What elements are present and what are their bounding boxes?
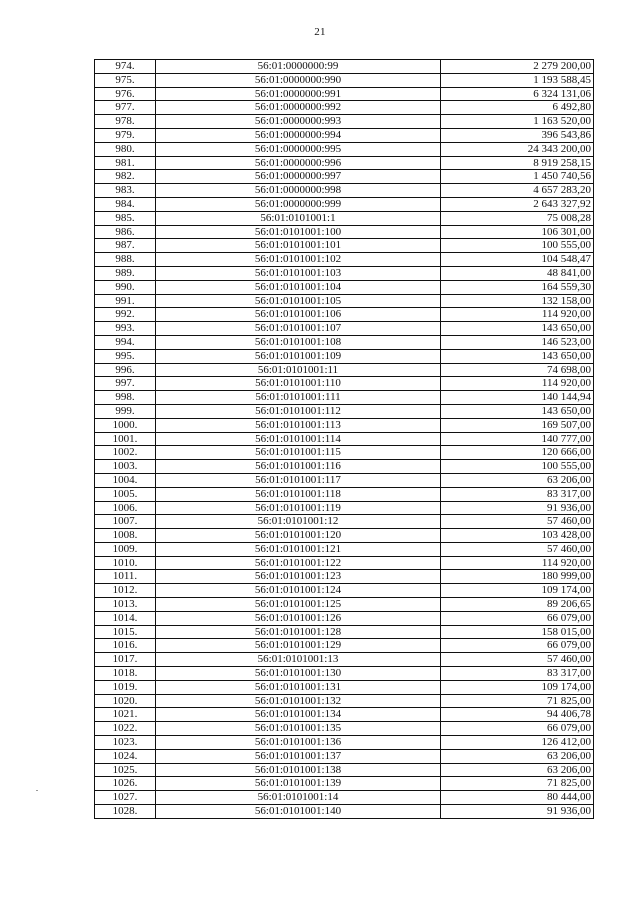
row-number-cell: 992.	[95, 308, 156, 322]
cadastral-number-cell: 56:01:0101001:102	[156, 253, 441, 267]
cadastral-number-cell: 56:01:0101001:126	[156, 611, 441, 625]
row-number-cell: 1024.	[95, 749, 156, 763]
cadastral-value-cell: 91 936,00	[441, 501, 594, 515]
cadastral-value-cell: 140 777,00	[441, 432, 594, 446]
row-number-cell: 1009.	[95, 542, 156, 556]
cadastral-value-cell: 140 144,94	[441, 391, 594, 405]
row-number-cell: 980.	[95, 142, 156, 156]
cadastral-number-cell: 56:01:0101001:104	[156, 280, 441, 294]
row-number-cell: 1028.	[95, 805, 156, 819]
row-number-cell: 1013.	[95, 598, 156, 612]
row-number-cell: 998.	[95, 391, 156, 405]
table-row	[95, 556, 594, 570]
row-number-cell: 1015.	[95, 625, 156, 639]
row-number-cell: 1022.	[95, 722, 156, 736]
table-row	[95, 680, 594, 694]
cadastral-number-cell: 56:01:0101001:139	[156, 777, 441, 791]
cadastral-value-cell: 6 492,80	[441, 101, 594, 115]
cadastral-number-cell: 56:01:0000000:998	[156, 184, 441, 198]
table-row	[95, 418, 594, 432]
row-number-cell: 1002.	[95, 446, 156, 460]
cadastral-value-cell: 8 919 258,15	[441, 156, 594, 170]
cadastral-number-cell: 56:01:0101001:108	[156, 335, 441, 349]
row-number-cell: 1003.	[95, 460, 156, 474]
cadastral-number-cell: 56:01:0101001:114	[156, 432, 441, 446]
table-row	[95, 73, 594, 87]
cadastral-number-cell: 56:01:0101001:121	[156, 542, 441, 556]
table-row	[95, 170, 594, 184]
cadastral-value-cell: 120 666,00	[441, 446, 594, 460]
row-number-cell: 974.	[95, 60, 156, 74]
table-row	[95, 473, 594, 487]
table-row	[95, 363, 594, 377]
row-number-cell: 1021.	[95, 708, 156, 722]
table-row	[95, 308, 594, 322]
cadastral-value-cell: 4 657 283,20	[441, 184, 594, 198]
table-row	[95, 432, 594, 446]
row-number-cell: 1008.	[95, 529, 156, 543]
row-number-cell: 975.	[95, 73, 156, 87]
table-row	[95, 529, 594, 543]
table-row	[95, 156, 594, 170]
cadastral-number-cell: 56:01:0101001:137	[156, 749, 441, 763]
cadastral-value-cell: 71 825,00	[441, 777, 594, 791]
cadastral-value-cell: 1 450 740,56	[441, 170, 594, 184]
cadastral-value-cell: 164 559,30	[441, 280, 594, 294]
table-row	[95, 487, 594, 501]
cadastral-value-cell: 91 936,00	[441, 805, 594, 819]
table-row	[95, 584, 594, 598]
cadastral-number-cell: 56:01:0101001:110	[156, 377, 441, 391]
cadastral-value-cell: 132 158,00	[441, 294, 594, 308]
table-row	[95, 225, 594, 239]
row-number-cell: 985.	[95, 211, 156, 225]
cadastral-value-cell: 1 163 520,00	[441, 115, 594, 129]
cadastral-number-cell: 56:01:0101001:105	[156, 294, 441, 308]
cadastral-value-cell: 6 324 131,06	[441, 87, 594, 101]
row-number-cell: 997.	[95, 377, 156, 391]
cadastral-number-cell: 56:01:0101001:123	[156, 570, 441, 584]
cadastral-number-cell: 56:01:0101001:14	[156, 791, 441, 805]
cadastral-value-cell: 114 920,00	[441, 308, 594, 322]
table-row	[95, 501, 594, 515]
cadastral-value-table	[94, 59, 594, 819]
cadastral-value-cell: 74 698,00	[441, 363, 594, 377]
row-number-cell: 983.	[95, 184, 156, 198]
cadastral-value-cell: 57 460,00	[441, 515, 594, 529]
cadastral-value-cell: 143 650,00	[441, 404, 594, 418]
row-number-cell: 1026.	[95, 777, 156, 791]
cadastral-value-cell: 24 343 200,00	[441, 142, 594, 156]
table-row	[95, 653, 594, 667]
cadastral-value-cell: 143 650,00	[441, 322, 594, 336]
cadastral-value-cell: 109 174,00	[441, 584, 594, 598]
row-number-cell: 979.	[95, 128, 156, 142]
cadastral-number-cell: 56:01:0101001:134	[156, 708, 441, 722]
row-number-cell: 1020.	[95, 694, 156, 708]
table-row	[95, 515, 594, 529]
row-number-cell: 986.	[95, 225, 156, 239]
cadastral-value-cell: 63 206,00	[441, 473, 594, 487]
row-number-cell: 1012.	[95, 584, 156, 598]
cadastral-value-cell: 109 174,00	[441, 680, 594, 694]
row-number-cell: 1017.	[95, 653, 156, 667]
table-row	[95, 377, 594, 391]
cadastral-number-cell: 56:01:0101001:106	[156, 308, 441, 322]
cadastral-number-cell: 56:01:0000000:994	[156, 128, 441, 142]
table-row	[95, 708, 594, 722]
cadastral-value-cell: 75 008,28	[441, 211, 594, 225]
cadastral-number-cell: 56:01:0101001:116	[156, 460, 441, 474]
row-number-cell: 1018.	[95, 667, 156, 681]
table-row	[95, 211, 594, 225]
cadastral-value-cell: 396 543,86	[441, 128, 594, 142]
cadastral-number-cell: 56:01:0101001:135	[156, 722, 441, 736]
cadastral-value-cell: 143 650,00	[441, 349, 594, 363]
table-row	[95, 184, 594, 198]
cadastral-number-cell: 56:01:0101001:13	[156, 653, 441, 667]
cadastral-number-cell: 56:01:0000000:997	[156, 170, 441, 184]
row-number-cell: 1010.	[95, 556, 156, 570]
table-row	[95, 142, 594, 156]
table-row	[95, 280, 594, 294]
table-row	[95, 763, 594, 777]
row-number-cell: 1014.	[95, 611, 156, 625]
cadastral-number-cell: 56:01:0101001:100	[156, 225, 441, 239]
cadastral-value-cell: 100 555,00	[441, 460, 594, 474]
cadastral-number-cell: 56:01:0000000:999	[156, 197, 441, 211]
cadastral-value-cell: 80 444,00	[441, 791, 594, 805]
table-row	[95, 667, 594, 681]
cadastral-number-cell: 56:01:0101001:115	[156, 446, 441, 460]
row-number-cell: 987.	[95, 239, 156, 253]
table-row	[95, 87, 594, 101]
table-row	[95, 460, 594, 474]
table-row	[95, 736, 594, 750]
row-number-cell: 989.	[95, 266, 156, 280]
cadastral-number-cell: 56:01:0101001:1	[156, 211, 441, 225]
row-number-cell: 1025.	[95, 763, 156, 777]
cadastral-value-cell: 63 206,00	[441, 749, 594, 763]
table-row	[95, 722, 594, 736]
cadastral-number-cell: 56:01:0000000:995	[156, 142, 441, 156]
cadastral-number-cell: 56:01:0101001:117	[156, 473, 441, 487]
row-number-cell: 1006.	[95, 501, 156, 515]
cadastral-number-cell: 56:01:0000000:993	[156, 115, 441, 129]
cadastral-value-cell: 180 999,00	[441, 570, 594, 584]
cadastral-number-cell: 56:01:0101001:140	[156, 805, 441, 819]
cadastral-number-cell: 56:01:0101001:11	[156, 363, 441, 377]
table-row	[95, 625, 594, 639]
cadastral-number-cell: 56:01:0101001:111	[156, 391, 441, 405]
cadastral-number-cell: 56:01:0101001:128	[156, 625, 441, 639]
table-row	[95, 101, 594, 115]
cadastral-number-cell: 56:01:0101001:109	[156, 349, 441, 363]
cadastral-number-cell: 56:01:0101001:118	[156, 487, 441, 501]
table-row	[95, 639, 594, 653]
cadastral-value-cell: 71 825,00	[441, 694, 594, 708]
cadastral-number-cell: 56:01:0101001:129	[156, 639, 441, 653]
cadastral-number-cell: 56:01:0101001:120	[156, 529, 441, 543]
cadastral-number-cell: 56:01:0101001:136	[156, 736, 441, 750]
cadastral-value-cell: 106 301,00	[441, 225, 594, 239]
table-row	[95, 322, 594, 336]
cadastral-value-cell: 83 317,00	[441, 667, 594, 681]
row-number-cell: 1023.	[95, 736, 156, 750]
cadastral-value-cell: 100 555,00	[441, 239, 594, 253]
table-row	[95, 542, 594, 556]
row-number-cell: 1019.	[95, 680, 156, 694]
row-number-cell: 1011.	[95, 570, 156, 584]
cadastral-number-cell: 56:01:0101001:130	[156, 667, 441, 681]
table-row	[95, 391, 594, 405]
cadastral-value-cell: 104 548,47	[441, 253, 594, 267]
cadastral-value-cell: 114 920,00	[441, 556, 594, 570]
table-row	[95, 611, 594, 625]
table-row	[95, 60, 594, 74]
cadastral-value-cell: 103 428,00	[441, 529, 594, 543]
cadastral-value-cell: 2 279 200,00	[441, 60, 594, 74]
cadastral-value-cell: 57 460,00	[441, 653, 594, 667]
cadastral-value-cell: 66 079,00	[441, 611, 594, 625]
cadastral-number-cell: 56:01:0101001:101	[156, 239, 441, 253]
cadastral-number-cell: 56:01:0101001:12	[156, 515, 441, 529]
table-row	[95, 404, 594, 418]
table-row	[95, 570, 594, 584]
row-number-cell: 991.	[95, 294, 156, 308]
row-number-cell: 1007.	[95, 515, 156, 529]
table-row	[95, 128, 594, 142]
cadastral-number-cell: 56:01:0101001:131	[156, 680, 441, 694]
cadastral-value-cell: 89 206,65	[441, 598, 594, 612]
table-row	[95, 239, 594, 253]
page-number: 21	[314, 26, 326, 38]
table-row	[95, 349, 594, 363]
table-row	[95, 694, 594, 708]
table-row	[95, 805, 594, 819]
cadastral-number-cell: 56:01:0101001:112	[156, 404, 441, 418]
scan-speck	[36, 790, 38, 791]
table-row	[95, 253, 594, 267]
row-number-cell: 1027.	[95, 791, 156, 805]
cadastral-value-cell: 66 079,00	[441, 722, 594, 736]
cadastral-number-cell: 56:01:0101001:122	[156, 556, 441, 570]
cadastral-number-cell: 56:01:0101001:132	[156, 694, 441, 708]
row-number-cell: 982.	[95, 170, 156, 184]
cadastral-value-cell: 94 406,78	[441, 708, 594, 722]
table-row	[95, 197, 594, 211]
cadastral-value-cell: 158 015,00	[441, 625, 594, 639]
row-number-cell: 1016.	[95, 639, 156, 653]
table-row	[95, 446, 594, 460]
row-number-cell: 999.	[95, 404, 156, 418]
table-row	[95, 266, 594, 280]
cadastral-number-cell: 56:01:0000000:992	[156, 101, 441, 115]
cadastral-number-cell: 56:01:0101001:107	[156, 322, 441, 336]
table-row	[95, 777, 594, 791]
cadastral-number-cell: 56:01:0101001:103	[156, 266, 441, 280]
cadastral-value-cell: 83 317,00	[441, 487, 594, 501]
cadastral-number-cell: 56:01:0000000:996	[156, 156, 441, 170]
table-row	[95, 749, 594, 763]
cadastral-value-cell: 57 460,00	[441, 542, 594, 556]
cadastral-value-cell: 2 643 327,92	[441, 197, 594, 211]
row-number-cell: 994.	[95, 335, 156, 349]
cadastral-number-cell: 56:01:0000000:990	[156, 73, 441, 87]
row-number-cell: 976.	[95, 87, 156, 101]
cadastral-value-cell: 126 412,00	[441, 736, 594, 750]
table-body	[95, 60, 594, 819]
row-number-cell: 981.	[95, 156, 156, 170]
cadastral-value-cell: 146 523,00	[441, 335, 594, 349]
cadastral-number-cell: 56:01:0101001:138	[156, 763, 441, 777]
table-row	[95, 294, 594, 308]
row-number-cell: 988.	[95, 253, 156, 267]
cadastral-value-cell: 66 079,00	[441, 639, 594, 653]
row-number-cell: 995.	[95, 349, 156, 363]
table-row	[95, 115, 594, 129]
row-number-cell: 1000.	[95, 418, 156, 432]
table-row	[95, 598, 594, 612]
cadastral-value-cell: 114 920,00	[441, 377, 594, 391]
cadastral-value-cell: 169 507,00	[441, 418, 594, 432]
row-number-cell: 996.	[95, 363, 156, 377]
cadastral-number-cell: 56:01:0000000:991	[156, 87, 441, 101]
cadastral-number-cell: 56:01:0101001:113	[156, 418, 441, 432]
table-row	[95, 335, 594, 349]
cadastral-value-cell: 63 206,00	[441, 763, 594, 777]
cadastral-value-cell: 48 841,00	[441, 266, 594, 280]
row-number-cell: 1004.	[95, 473, 156, 487]
cadastral-number-cell: 56:01:0101001:124	[156, 584, 441, 598]
row-number-cell: 978.	[95, 115, 156, 129]
cadastral-number-cell: 56:01:0101001:119	[156, 501, 441, 515]
row-number-cell: 984.	[95, 197, 156, 211]
row-number-cell: 990.	[95, 280, 156, 294]
row-number-cell: 1005.	[95, 487, 156, 501]
row-number-cell: 993.	[95, 322, 156, 336]
table-row	[95, 791, 594, 805]
cadastral-number-cell: 56:01:0000000:99	[156, 60, 441, 74]
cadastral-number-cell: 56:01:0101001:125	[156, 598, 441, 612]
row-number-cell: 977.	[95, 101, 156, 115]
cadastral-value-cell: 1 193 588,45	[441, 73, 594, 87]
row-number-cell: 1001.	[95, 432, 156, 446]
